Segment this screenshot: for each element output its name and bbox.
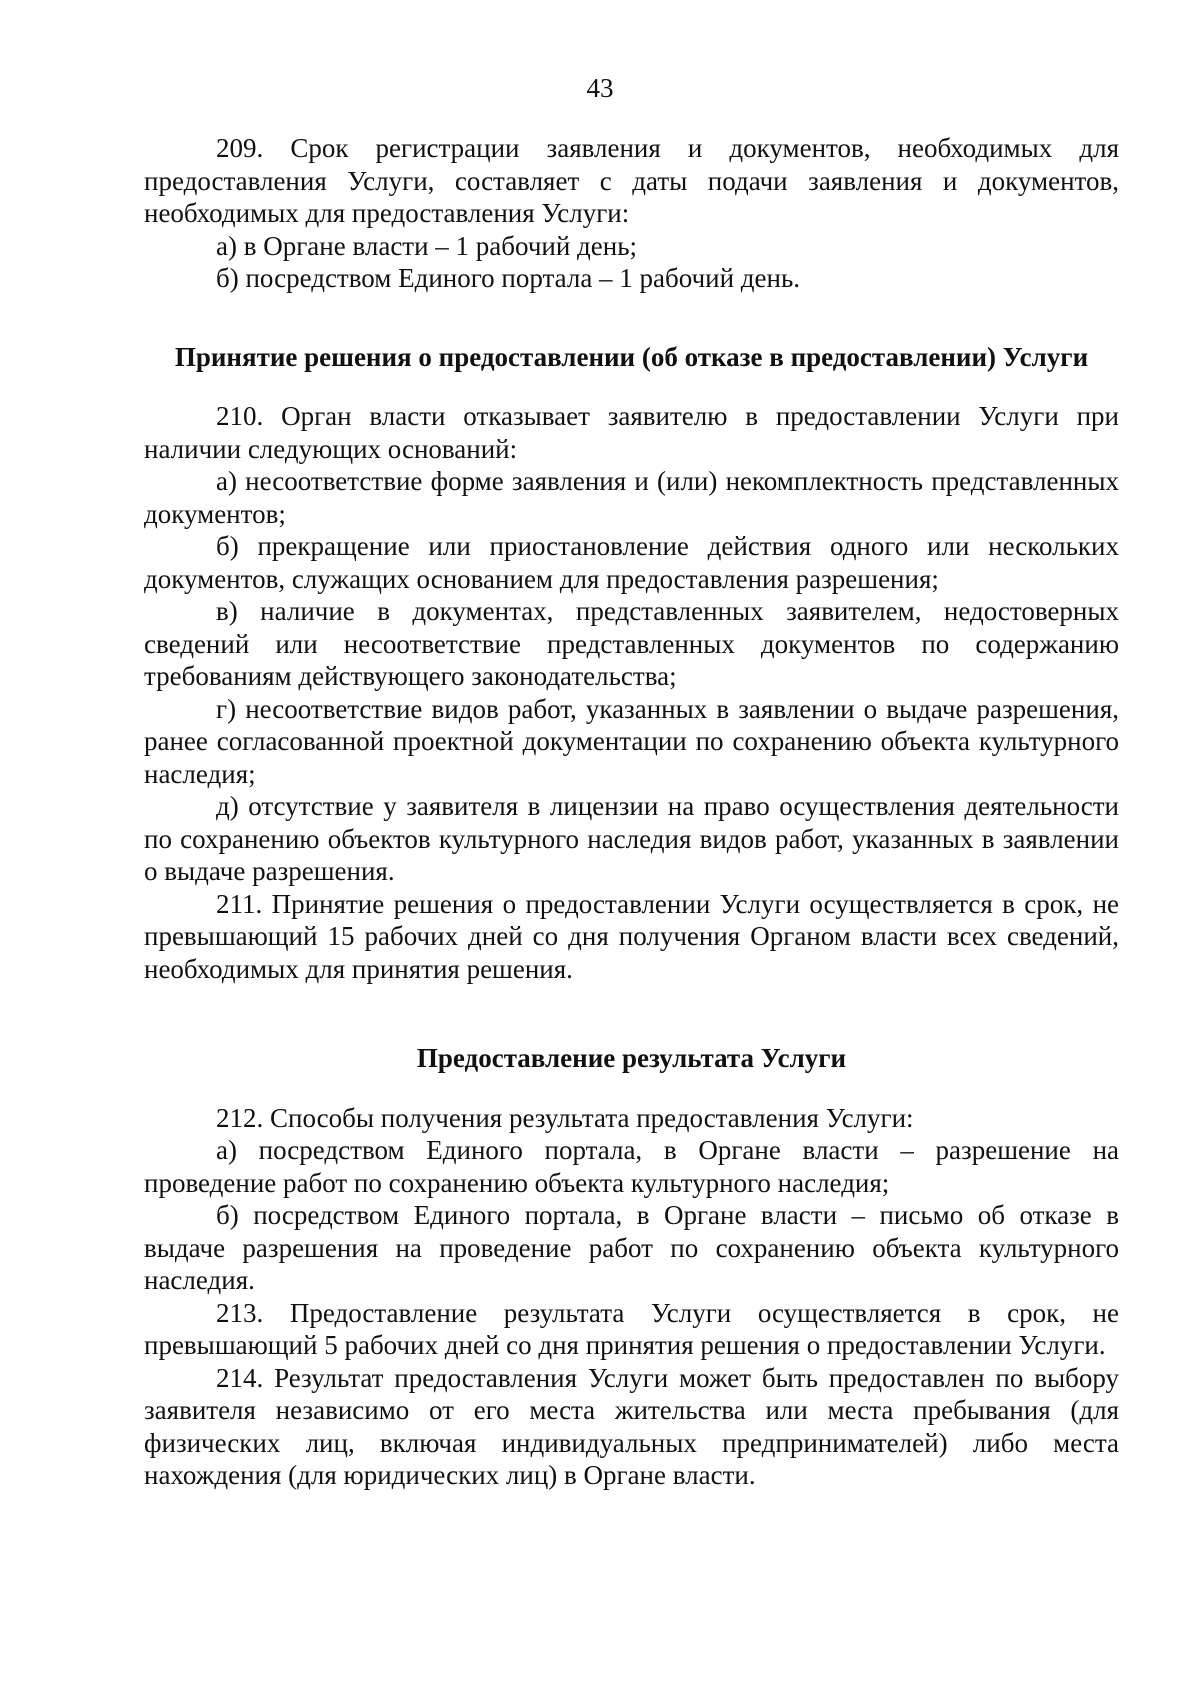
section-heading-result: Предоставление результата Услуги <box>416 1043 847 1073</box>
paragraph-210-a: а) несоответствие форме заявления и (или) некомплектность представленных документов; <box>144 466 1119 529</box>
paragraph-209-a: а) в Органе власти – 1 рабочий день; <box>216 230 638 261</box>
paragraph-209: 209. Срок регистрации заявления и документов, необходимых для предоставления Услуги, составляет с даты подачи заявления и документов, необходимых для предоставления Услуги: <box>144 133 1119 228</box>
paragraph-210-g: г) несоответствие видов работ, указанных в заявлении о выдаче разрешения, ранее согласованной проектной документации по сохранению объекта культурного наследия; <box>144 693 1119 789</box>
paragraph-212-a: а) посредством Единого портала, в Органе власти – разрешение на проведение работ по сохранению объекта культурного наследия; <box>144 1135 1119 1198</box>
paragraph-210: 210. Орган власти отказывает заявителю в предоставлении Услуги при наличии следующих оснований: <box>144 401 1119 464</box>
section-heading-decision: Принятие решения о предоставлении (об отказе в предоставлении) Услуги <box>174 341 1089 372</box>
paragraph-212-b: б) посредством Единого портала, в Органе власти – письмо об отказе в выдаче разрешения на проведение работ по сохранению объекта культурного наследия. <box>144 1200 1119 1295</box>
paragraph-212: 212. Способы получения результата предоставления Услуги: <box>216 1102 914 1133</box>
document-body <box>144 132 1119 1492</box>
paragraph-213: 213. Предоставление результата Услуги осуществляется в срок, не превышающий 5 рабочих дней со дня принятия решения о предоставлении Услуги. <box>144 1297 1119 1360</box>
paragraph-210-v: в) наличие в документах, представленных заявителем, недостоверных сведений или несоответствие представленных документов по содержанию требованиям действующего законодательства; <box>144 596 1119 691</box>
paragraph-209-b: б) посредством Единого портала – 1 рабочий день. <box>216 263 801 293</box>
paragraph-214: 214. Результат предоставления Услуги может быть предоставлен по выбору заявителя независимо от его места жительства или места пребывания (для физических лиц, включая индивидуальных предпринимателей) либо места нахождения (для юридических лиц) в Органе власти. <box>144 1362 1119 1490</box>
paragraph-210-d: д) отсутствие у заявителя в лицензии на право осуществления деятельности по сохранению объектов культурного наследия видов работ, указанных в заявлении о выдаче разрешения. <box>144 791 1119 886</box>
paragraph-211: 211. Принятие решения о предоставлении Услуги осуществляется в срок, не превышающий 15 рабочих дней со дня получения Органом власти всех сведений, необходимых для принятия решения. <box>144 888 1119 984</box>
page-number: 43 <box>586 73 614 103</box>
paragraph-210-b: б) прекращение или приостановление действия одного или нескольких документов, служащих основанием для предоставления разрешения; <box>144 531 1119 594</box>
